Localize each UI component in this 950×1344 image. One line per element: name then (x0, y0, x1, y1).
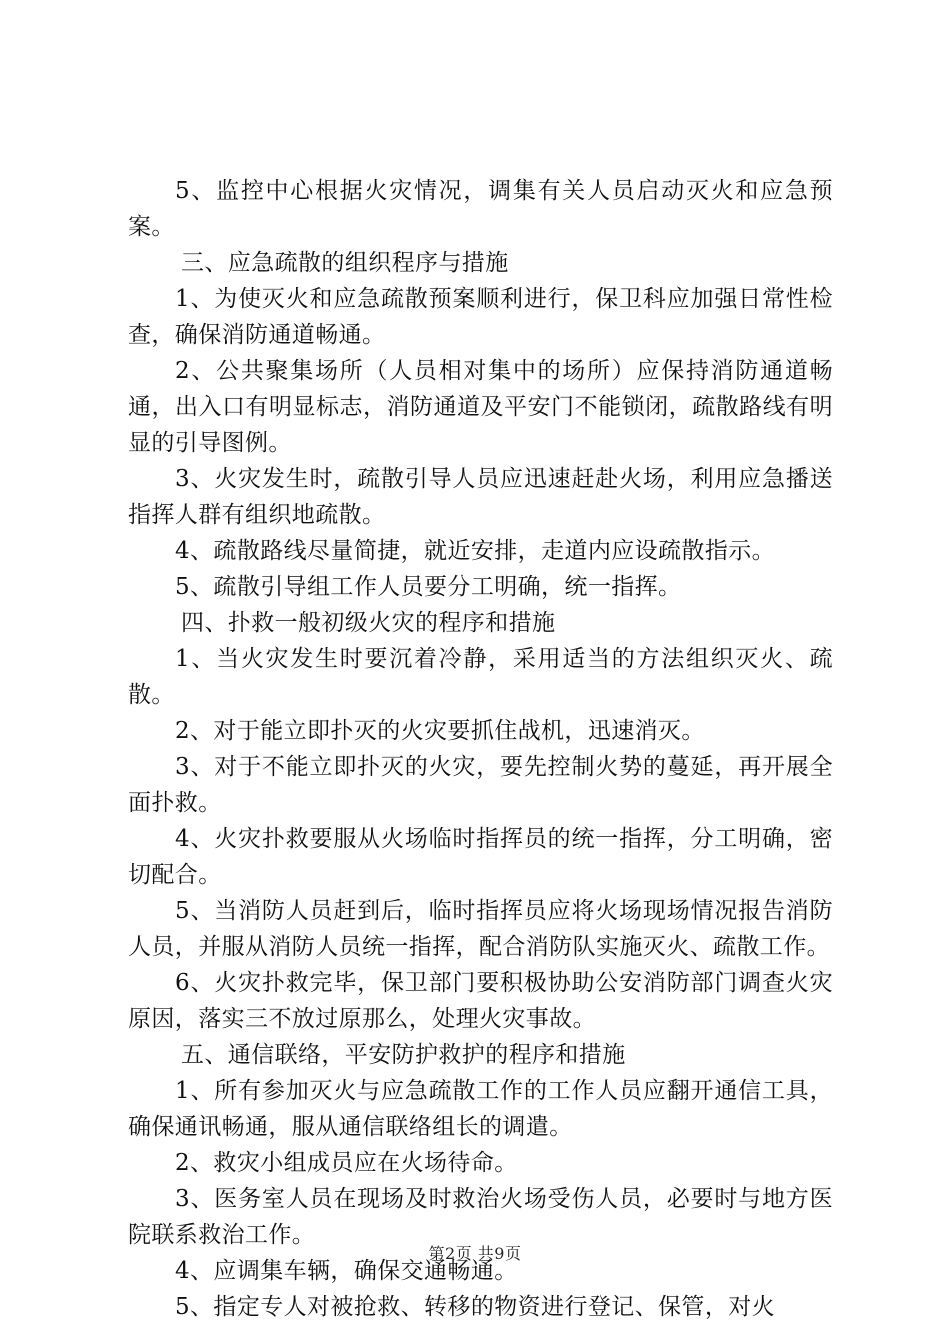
paragraph: 3、火灾发生时，疏散引导人员应迅速赶赴火场，利用应急播送指挥人群有组织地疏散。 (128, 466, 833, 528)
paragraph: 2、公共聚集场所（人员相对集中的场所）应保持消防通道畅通，出入口有明显标志，消防通道及平安门不能锁闭，疏散路线有明显的引导图例。 (128, 358, 833, 456)
document-body (128, 173, 833, 1325)
page-number-footer: 第2页 共9页 (428, 1244, 522, 1263)
paragraph: 1、当火灾发生时要沉着冷静，采用适当的方法组织灭火、疏散。 (128, 646, 833, 708)
paragraph: 3、对于不能立即扑灭的火灾，要先控制火势的蔓延，再开展全面扑救。 (128, 754, 833, 816)
section-heading: 五、通信联络，平安防护救护的程序和措施 (181, 1042, 626, 1068)
paragraph: 5、监控中心根据火灾情况，调集有关人员启动灭火和应急预案。 (128, 178, 833, 240)
paragraph: 2、对于能立即扑灭的火灾要抓住战机，迅速消灭。 (175, 718, 705, 744)
paragraph: 5、疏散引导组工作人员要分工明确，统一指挥。 (175, 574, 682, 600)
paragraph: 4、火灾扑救要服从火场临时指挥员的统一指挥，分工明确，密切配合。 (128, 826, 833, 888)
paragraph: 4、应调集车辆，确保交通畅通。 (175, 1258, 518, 1284)
paragraph: 3、医务室人员在现场及时救治火场受伤人员，必要时与地方医院联系救治工作。 (128, 1186, 833, 1248)
paragraph: 4、疏散路线尽量简捷，就近安排，走道内应设疏散指示。 (175, 538, 776, 564)
paragraph: 5、指定专人对被抢救、转移的物资进行登记、保管，对火 (175, 1294, 776, 1320)
paragraph: 6、火灾扑救完毕，保卫部门要积极协助公安消防部门调查火灾原因，落实三不放过原那么，处理火灾事故。 (128, 970, 833, 1032)
paragraph: 2、救灾小组成员应在火场待命。 (175, 1150, 518, 1176)
paragraph: 1、为使灭火和应急疏散预案顺利进行，保卫科应加强日常性检查，确保消防通道畅通。 (128, 286, 833, 348)
section-heading: 三、应急疏散的组织程序与措施 (181, 250, 509, 276)
section-heading: 四、扑救一般初级火灾的程序和措施 (181, 610, 556, 636)
paragraph: 1、所有参加灭火与应急疏散工作的工作人员应翻开通信工具，确保通讯畅通，服从通信联络组长的调遣。 (128, 1078, 833, 1140)
paragraph: 5、当消防人员赶到后，临时指挥员应将火场现场情况报告消防人员，并服从消防人员统一指挥，配合消防队实施灭火、疏散工作。 (128, 898, 833, 960)
